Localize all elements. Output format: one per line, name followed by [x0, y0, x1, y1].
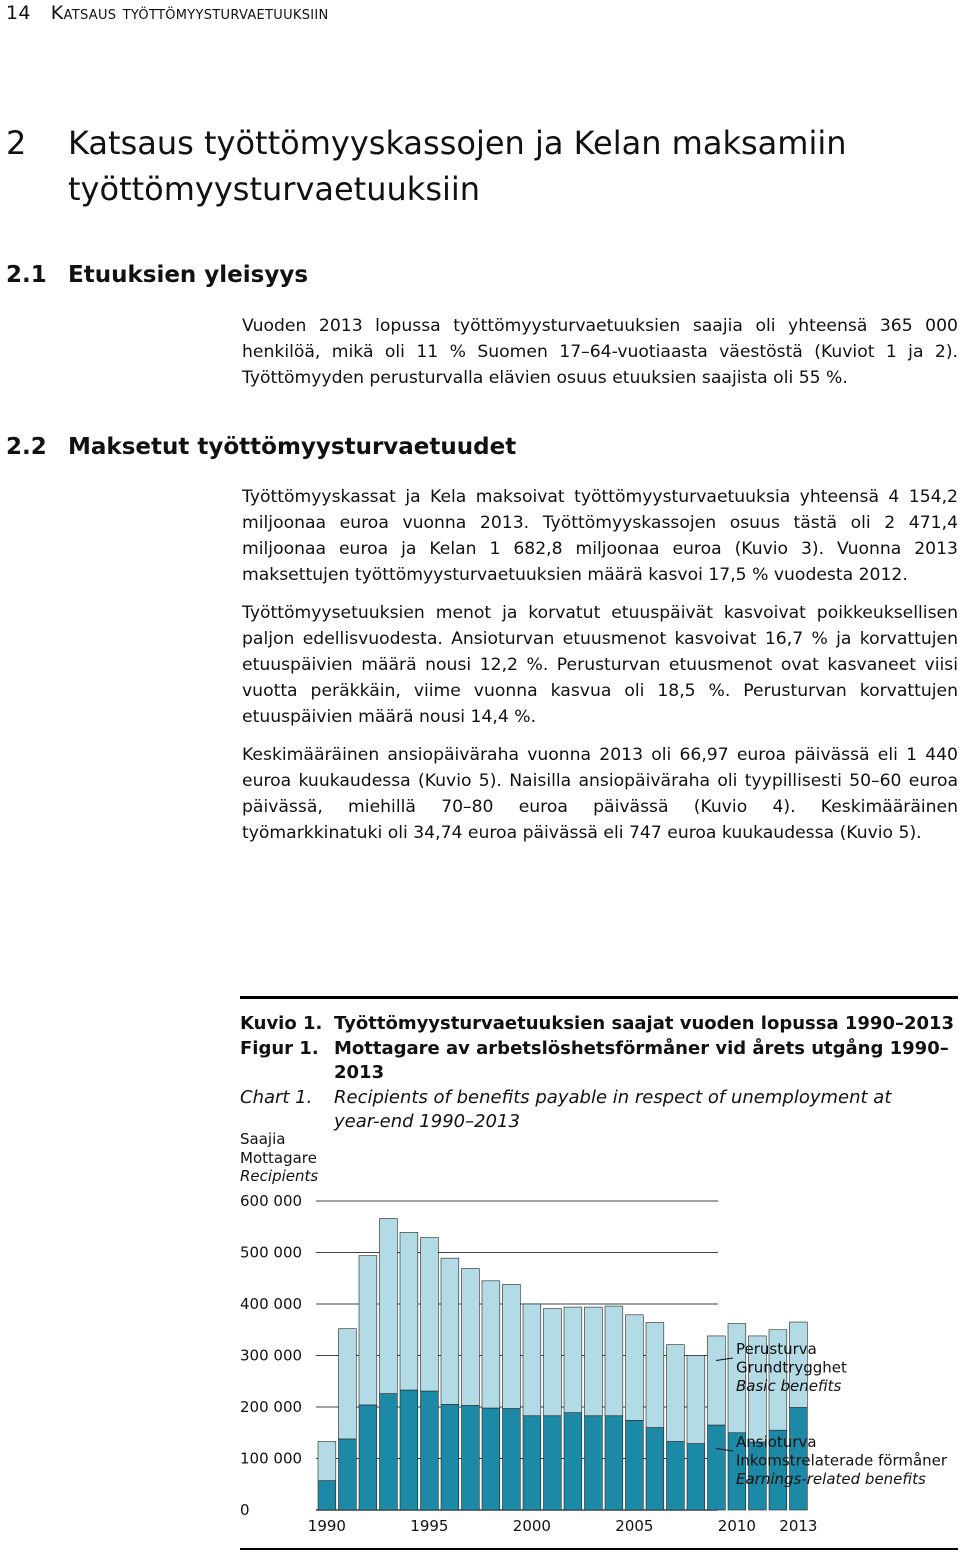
y-tick-label: 400 000: [240, 1295, 303, 1313]
bar-basic-2005: [626, 1315, 644, 1421]
bar-basic-1992: [359, 1256, 377, 1405]
bar-basic-2000: [523, 1304, 541, 1416]
bar-basic-2007: [667, 1345, 685, 1442]
bar-earnings-related-1994: [400, 1390, 418, 1510]
paragraph: Keskimääräinen ansiopäiväraha vuonna 2013 oli 66,97 euroa päivässä eli 1 440 euroa kuukaudessa (Kuvio 5). Naisilla ansiopäiväraha oli tyypillisesti 50–60 euroa päivässä, miehillä 70–80 euroa päivässä (Kuvio 4). Keskimääräinen työmarkkinatuki oli 34,74 euroa päivässä eli 747 euroa kuukaudessa (Kuvio 5).: [242, 745, 958, 843]
x-tick-label: 1990: [307, 1517, 346, 1535]
bar-earnings-related-1992: [359, 1405, 377, 1510]
bar-basic-1997: [462, 1268, 480, 1405]
legend-label: Basic benefits: [736, 1377, 842, 1395]
running-title: Katsaus työttömyysturvaetuuksiin: [50, 2, 329, 24]
bar-earnings-related-2005: [626, 1420, 644, 1510]
bar-basic-1990: [318, 1442, 336, 1481]
bar-earnings-related-1990: [318, 1481, 336, 1510]
y-tick-label: 200 000: [240, 1398, 303, 1416]
bar-earnings-related-2008: [687, 1444, 705, 1510]
bar-earnings-related-1991: [339, 1439, 357, 1510]
section-title: Maksetut työttömyysturvaetuudet: [68, 434, 517, 460]
page-number: 14: [6, 2, 31, 24]
bar-earnings-related-1997: [462, 1405, 480, 1510]
x-tick-label: 2010: [717, 1517, 756, 1535]
x-tick-label: 1995: [410, 1517, 449, 1535]
chapter-title-line2: työttömyysturvaetuuksiin: [68, 170, 481, 208]
bar-basic-2006: [646, 1323, 664, 1428]
bar-earnings-related-2000: [523, 1416, 541, 1510]
bar-basic-1999: [503, 1284, 521, 1408]
bar-basic-2002: [564, 1307, 582, 1413]
chapter-number: 2: [6, 124, 27, 162]
paragraph: Vuoden 2013 lopussa työttömyysturvaetuuksien saajia oli yhteensä 365 000 henkilöä, mikä oli 11 % Suomen 17–64-vuotiaasta väestöstä (Kuviot 1 ja 2). Työttömyyden perusturvalla elävien osuus etuuksien saajista oli 55 %.: [242, 316, 958, 388]
y-axis-label: Saajia Mottagare Recipients: [240, 1130, 319, 1185]
bar-basic-1995: [421, 1238, 439, 1391]
caption-title: Recipients of benefits payable in respect of unemployment at year-end 1990–2013: [334, 1086, 892, 1132]
caption-label: Kuvio 1.: [240, 1013, 323, 1034]
section-number: 2.2: [6, 434, 47, 460]
bar-basic-2009: [708, 1336, 726, 1425]
bar-basic-1998: [482, 1281, 500, 1408]
bar-earnings-related-2003: [585, 1416, 603, 1510]
bar-basic-1996: [441, 1258, 459, 1404]
figure-bottom-rule: [240, 1548, 958, 1550]
bar-earnings-related-1998: [482, 1408, 500, 1510]
y-tick-label: 0: [240, 1501, 250, 1519]
legend-label: Earnings-related benefits: [736, 1470, 926, 1488]
bar-earnings-related-2002: [564, 1413, 582, 1510]
legend-label: Grundtrygghet: [736, 1358, 847, 1377]
bar-earnings-related-1996: [441, 1404, 459, 1510]
bar-earnings-related-1993: [380, 1394, 398, 1510]
bar-earnings-related-2004: [605, 1416, 623, 1510]
bar-earnings-related-1999: [503, 1409, 521, 1510]
bar-basic-1994: [400, 1232, 418, 1390]
bar-earnings-related-2001: [544, 1416, 562, 1510]
x-tick-label: 2005: [615, 1517, 654, 1535]
bar-earnings-related-2007: [667, 1442, 685, 1510]
bar-earnings-related-2009: [708, 1425, 726, 1510]
x-tick-label: 2000: [512, 1517, 551, 1535]
legend-label: Ansioturva: [736, 1433, 817, 1451]
bar-earnings-related-2006: [646, 1428, 664, 1510]
y-tick-label: 600 000: [240, 1192, 303, 1210]
y-tick-label: 100 000: [240, 1449, 303, 1468]
paragraph: Työttömyysetuuksien menot ja korvatut etuuspäivät kasvoivat poikkeuksellisen paljon edellisvuodesta. Ansioturvan etuusmenot kasvoivat 16,7 % ja korvattujen etuuspäivien määrä nousi 12,2 %. Perusturvan etuusmenot ovat kasvaneet viisi vuotta peräkkäin, viime vuonna kasvua oli 18,5 %. Perusturvan korvattujen etuuspäivien määrä nousi 14,4 %.: [242, 603, 958, 727]
x-tick-label: 2013: [779, 1517, 818, 1535]
bar-basic-1991: [339, 1329, 357, 1439]
bar-earnings-related-1995: [421, 1391, 439, 1510]
caption-title: Työttömyysturvaetuuksien saajat vuoden lopussa 1990–2013: [334, 1013, 955, 1034]
y-tick-label: 500 000: [240, 1243, 303, 1262]
paragraph: Työttömyyskassat ja Kela maksoivat työttömyysturvaetuuksia yhteensä 4 154,2 miljoonaa euroa vuonna 2013. Työttömyyskassojen osuus tästä oli 2 471,4 miljoonaa euroa ja Kelan 1 682,8 miljoonaa euroa (Kuvio 3). Vuonna 2013 maksettujen työttömyysturvaetuuksien määrä kasvoi 17,5 % vuodesta 2012.: [242, 487, 958, 585]
section-title: Etuuksien yleisyys: [68, 262, 309, 288]
bar-basic-2001: [544, 1309, 562, 1416]
caption-label: Figur 1.: [240, 1037, 319, 1059]
legend-label: Inkomstrelaterade förmåner: [736, 1451, 948, 1470]
caption-title: Mottagare av arbetslöshetsförmåner vid årets utgång 1990–2013: [334, 1037, 949, 1083]
y-tick-label: 300 000: [240, 1346, 303, 1365]
caption-label: Chart 1.: [240, 1086, 313, 1108]
legend-label: Perusturva: [736, 1340, 817, 1358]
bar-basic-2003: [585, 1307, 603, 1416]
bar-basic-2004: [605, 1306, 623, 1416]
chapter-title-line1: Katsaus työttömyyskassojen ja Kelan maksamiin: [68, 124, 847, 162]
bar-basic-1993: [380, 1219, 398, 1394]
section-number: 2.1: [6, 262, 47, 288]
bar-basic-2008: [687, 1356, 705, 1444]
